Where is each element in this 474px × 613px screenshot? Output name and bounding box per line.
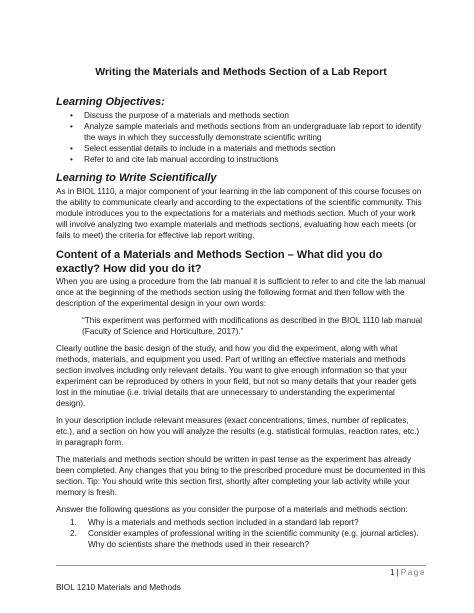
body-paragraph: Clearly outline the basic design of the study, and how you did the experiment, along with what methods, materials, and equipment you used. Part of writing an effective materials and methods section involves including only relevant details. You want to give enough information so that your experiment can be reproduced by others in your field, but not so many details that your reader gets lost in the minutiae (i.e. trivial details that are unnecessary to understanding the experimental design). [56, 344, 417, 408]
objective-item [56, 143, 426, 154]
objective-item [56, 121, 426, 143]
body-paragraph: Answer the following questions as you consider the purpose of a materials and methods section: [56, 505, 408, 514]
objective-text: Analyze sample materials and methods sections from an undergraduate lab report to identify the ways in which they successfully demonstrate scientific writing [84, 122, 422, 142]
objective-item [56, 110, 426, 121]
page-number-separator: | [396, 568, 399, 577]
content-heading: Content of a Materials and Methods Section – What did you do exactly? How did you do it? [56, 249, 383, 275]
content-intro-paragraph: When you are using a procedure from the lab manual it is sufficient to refer to and cite the lab manual once at the beginning of the methods section using the following format and then follow with the description of the experimental design in your own words: [56, 277, 426, 308]
question-item [56, 528, 426, 550]
question-number: 2. [70, 529, 77, 538]
bullet-icon: • [70, 144, 73, 153]
objective-text: Discuss the purpose of a materials and methods section [84, 111, 289, 120]
question-text: Consider examples of professional writing in the scientific community (e.g. journal articles). Why do scientists share the methods used in their research? [88, 529, 419, 549]
page-number-value: 1 [389, 568, 395, 577]
citation-quote: “This experiment was performed with modifications as described in the BIOL 1110 lab manual (Faculty of Science and Horticulture, 2017).” [82, 316, 423, 336]
objectives-heading: Learning Objectives: [56, 96, 165, 108]
footer-divider [56, 565, 426, 566]
page-number [390, 567, 426, 578]
learning-heading: Learning to Write Scientifically [56, 172, 217, 184]
objective-text: Select essential details to include in a materials and methods section [84, 144, 336, 153]
question-number: 1. [70, 518, 77, 527]
objectives-list [56, 110, 426, 165]
page-label: Page [400, 568, 426, 577]
bullet-icon: • [70, 155, 73, 164]
learning-paragraph: As in BIOL 1110, a major component of your learning in the lab component of this course focuses on the ability to communicate clearly and according to the expectations of the scientific community. This module introduces you to the expectations for a materials and methods section. Much of your work will involve analyzing two example materials and methods sections, evaluating how each meets (or fails to meet) the criteria for effective lab report writing. [56, 187, 422, 240]
question-text: Why is a materials and methods section included in a standard lab report? [88, 518, 359, 527]
question-item [56, 517, 426, 528]
objective-item [56, 154, 426, 165]
body-paragraph: In your description include relevant measures (exact concentrations, times, number of replicates, etc.), and a section on how you will analyze the results (e.g. statistical formulas, reaction rates, etc.) in paragraph form. [56, 416, 420, 447]
footer-course-label: BIOL 1210 Materials and Methods [56, 583, 181, 592]
document-title: Writing the Materials and Methods Section of a Lab Report [95, 66, 387, 78]
bullet-icon: • [70, 122, 73, 131]
bullet-icon: • [70, 111, 73, 120]
questions-list [56, 517, 426, 550]
body-paragraph: The materials and methods section should be written in past tense as the experiment has already been completed. Any changes that you bring to the prescribed procedure must be documented in this section. Tip: You should write this section first, shortly after completing your lab activity while your memory is fresh. [56, 455, 426, 497]
objective-text: Refer to and cite lab manual according to instructions [84, 155, 279, 164]
